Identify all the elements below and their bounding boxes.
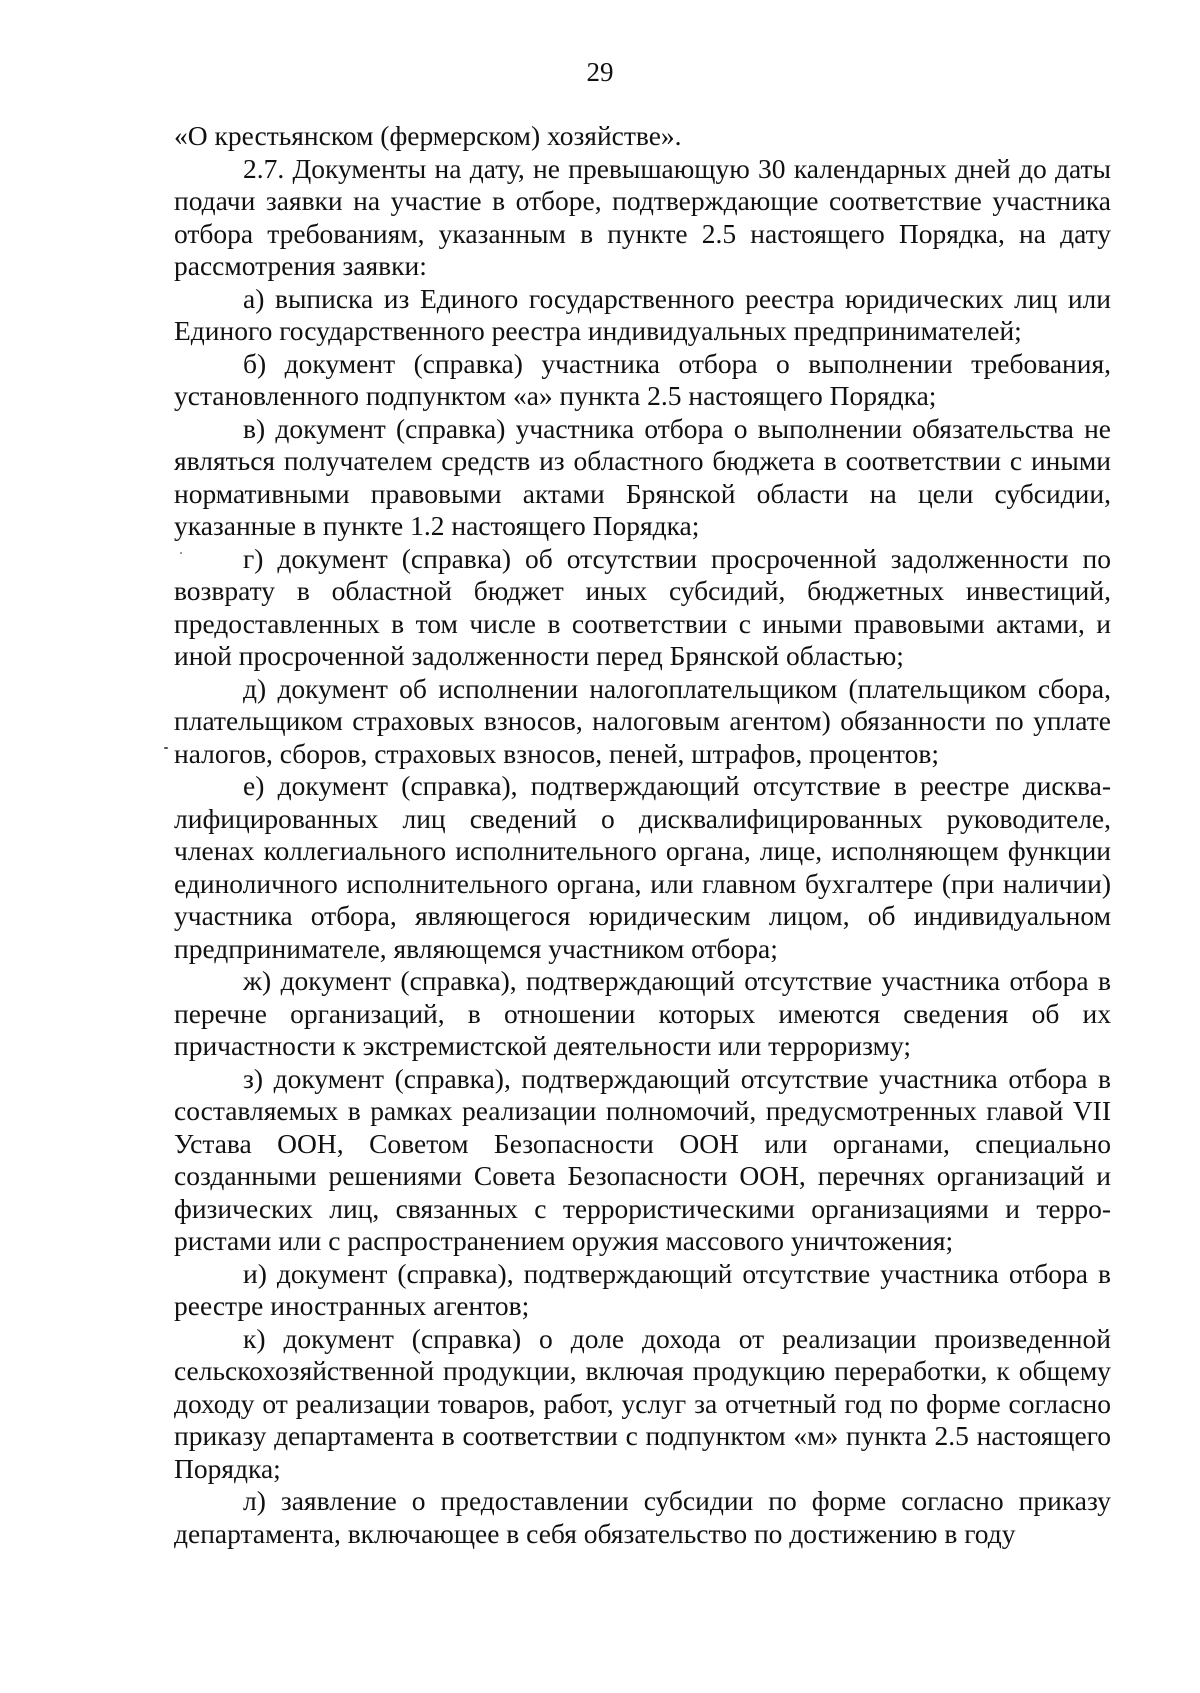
document-body (174, 120, 1111, 1550)
list-item-a: а) выписка из Единого государственного реестра юридических лиц или Единого государственного реестра индивидуальных предпринимателей; (174, 282, 1111, 346)
list-item-z: з) документ (справка), подтверждающий отсутствие участника отбора в составляемых в рамках реализации полномочий, предусмотренных главой VII Устава ООН, Советом Безопасности ООН или органами, специально созданными решениями Совета Безопасности ООН, перечнях организаций и физических лиц, связанных с террористическими организациями и террористами или с распространением оружия массового уничтожения; (174, 1062, 1111, 1256)
list-item-i: и) документ (справка), подтверждающий отсутствие участника отбора в реестре иностранных агентов; (174, 1257, 1111, 1321)
scan-speck (180, 552, 182, 554)
list-item-e: е) документ (справка), подтверждающий отсутствие в реестре дисквалифицированных лиц сведений о дисквалифицированных руководителе, членах коллегиального исполнительного органа, лице, исполняющем функции единоличного исполнительного органа, или главном бухгалтере (при наличии) участника отбора, являющегося юридическим лицом, об индивидуальном предпринимателе, являющемся участником отбора; (174, 770, 1111, 964)
list-item-l: л) заявление о предоставлении субсидии по форме согласно приказу департамента, включающее в себя обязательство по достижению в году (174, 1485, 1111, 1549)
paragraph-continuation: «О крестьянском (фермерском) хозяйстве». (174, 120, 682, 151)
paragraph-2-7: 2.7. Документы на дату, не превышающую 30 календарных дней до даты подачи заявки на участие в отборе, подтверждающие соответствие участника отбора требованиям, указанным в пункте 2.5 настоящего Порядка, на дату рассмотрения заявки: (174, 152, 1111, 281)
list-item-g: г) документ (справка) об отсутствии просроченной задолженности по возврату в областной бюджет иных субсидий, бюджетных инвестиций, предоставленных в том числе в соответствии с иными правовыми актами, и иной просроченной задолженности перед Брянской областью; (174, 542, 1111, 671)
list-item-k: к) документ (справка) о доле дохода от реализации произведенной сельскохозяйственной продукции, включая продукцию переработки, к общему доходу от реализации товаров, работ, услуг за отчетный год по форме согласно приказу департамента в соответствии с подпунктом «м» пункта 2.5 настоящего Порядка; (174, 1322, 1111, 1484)
list-item-b: б) документ (справка) участника отбора о выполнении требования, установленного подпунктом «а» пункта 2.5 настоящего Порядка; (174, 347, 1111, 411)
list-item-zh: ж) документ (справка), подтверждающий отсутствие участника отбора в перечне организаций, в отношении которых имеются сведения об их причастности к экстремистской деятельности или терроризму; (174, 965, 1111, 1061)
list-item-d: д) документ об исполнении налогоплательщиком (плательщиком сбора, плательщиком страховых взносов, налоговым агентом) обязанности по уплате налогов, сборов, страховых взносов, пеней, штрафов, процентов; (174, 672, 1111, 769)
list-item-v: в) документ (справка) участника отбора о выполнении обязательства не являться получателем средств из областного бюджета в соответствии с иными нормативными правовыми актами Брянской области на цели субсидии, указанные в пункте 1.2 настоящего Порядка; (174, 412, 1111, 541)
page-number: 29 (586, 57, 614, 87)
scan-speck (164, 747, 168, 749)
